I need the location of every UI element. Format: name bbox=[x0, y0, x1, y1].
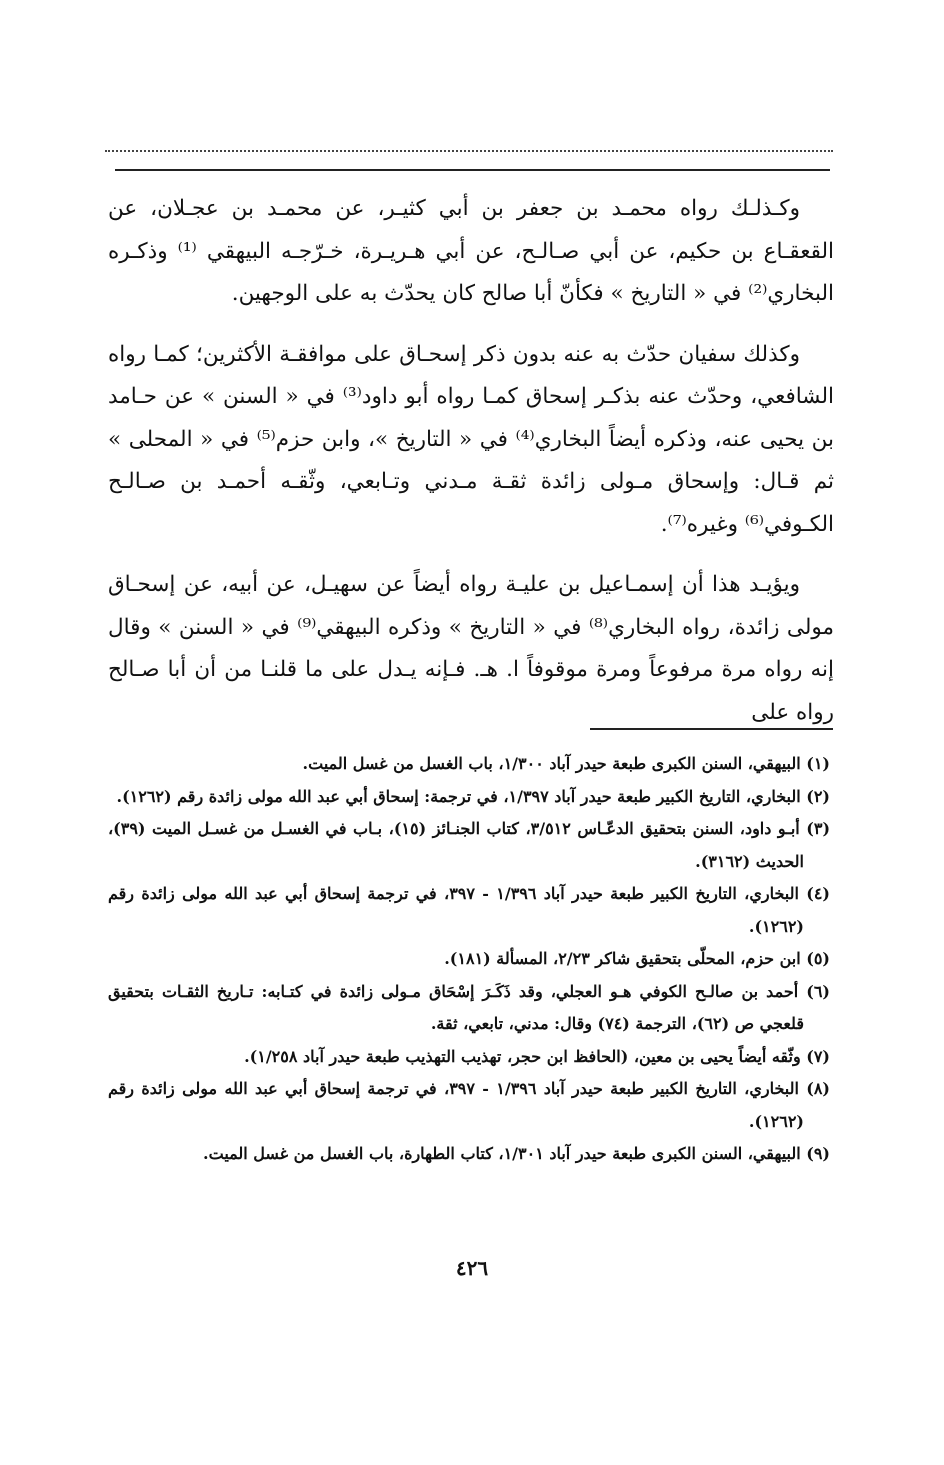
paragraph-3: ويؤيـد هذا أن إسمـاعيل بن عليـة رواه أيضاً عن سهيـل، عن أبيه، عن إسحـاق مولى زائدة، رواه البخاري⁽⁸⁾ في « التاريخ » وذكره البيهقي⁽⁹⁾ في « السنن » وقال إنه رواه مرة مرفوعاً ومرة موقوفاً ا. هـ. فـإنه يـدل على ما قلنـا من أن أبا صـالح رواه على bbox=[108, 572, 835, 725]
footnote-3: (٣) أبـو داود، السنن بتحقيق الدعّـاس ٣/٥١٢، كتاب الجنـائز (١٥)، بـاب في الغسـل من غسـل الميت (٣٩)، الحديث (٣١٦٢). bbox=[108, 819, 831, 871]
footnote-7: (٧) وثّقه أيضاً يحيى بن معين، (الحافظ ابن حجر، تهذيب التهذيب طبعة حيدر آباد ١/٢٥٨). bbox=[244, 1046, 830, 1066]
header-dotted-rule bbox=[105, 150, 833, 152]
header-solid-rule bbox=[115, 169, 830, 171]
main-text bbox=[108, 188, 834, 752]
footnote-separator bbox=[590, 728, 833, 730]
footnote-4: (٤) البخاري، التاريخ الكبير طبعة حيدر آباد ١/٣٩٦ - ٣٩٧، في ترجمة إسحاق أبي عبد الله مولى زائدة رقم (١٢٦٢). bbox=[108, 884, 830, 936]
footnote-2: (٢) البخاري، التاريخ الكبير طبعة حيدر آباد ١/٣٩٧، في ترجمة: إسحاق أبي عبد الله مولى زائدة رقم (١٢٦٢). bbox=[116, 786, 830, 806]
footnote-8: (٨) البخاري، التاريخ الكبير طبعة حيدر آباد ١/٣٩٦ - ٣٩٧، في ترجمة إسحاق أبي عبد الله مولى زائدة رقم (١٢٦٢). bbox=[108, 1079, 830, 1131]
footnote-1: (١) البيهقي، السنن الكبرى طبعة حيدر آباد ١/٣٠٠، باب الغسل من غسل الميت. bbox=[302, 754, 830, 773]
footnote-9: (٩) البيهقي، السنن الكبرى طبعة حيدر آباد ١/٣٠١، كتاب الطهارة، باب الغسل من غسل الميت. bbox=[203, 1144, 830, 1163]
footnote-6: (٦) أحمد بن صالـح الكوفي هـو العجلي، وقد ذَكَـرَ إسْحَاق مـولى زائدة في كتـابه: تـاريخ الثقـات بتحقيق قلعجي ص (٦٢)، الترجمة (٧٤) وقال: مدني، تابعي، ثقة. bbox=[108, 981, 830, 1033]
page-number: ٤٢٦ bbox=[455, 1256, 489, 1280]
footnote-5: (٥) ابن حزم، المحلّى بتحقيق شاكر ٢/٢٣، المسألة (١٨١). bbox=[444, 949, 830, 968]
paragraph-1: وكـذلـك رواه محمـد بن جعفر بن أبي كثيـر، عن محمـد بن عجـلان، عن القعقـاع بن حكيم، عن أبي صـالـح، عن أبي هـريـرة، خـرّجـه البيهقي ⁽¹⁾ وذكـره البخاري⁽²⁾ في « التاريخ » فكأنّ أبا صالح كان يحدّث به على الوجهين. bbox=[108, 196, 834, 306]
paragraph-2: وكذلك سفيان حدّث به عنه بدون ذكر إسحـاق على موافقـة الأكثرين؛ كمـا رواه الشافعي، وحدّث عنه بذكـر إسحاق كمـا رواه أبو داود⁽³⁾ في « السنن » عن حـامد بن يحيى عنه، وذكره أيضاً البخاري⁽⁴⁾ في « التاريخ »، وابن حزم⁽⁵⁾ في « المحلى » ثم قـال: وإسحاق مـولى زائدة ثقـة مـدني وتـابعي، وثّقـه أحمـد بن صـالـح الكـوفي⁽⁶⁾ وغيره⁽⁷⁾. bbox=[108, 341, 834, 537]
footnotes bbox=[108, 748, 830, 1171]
